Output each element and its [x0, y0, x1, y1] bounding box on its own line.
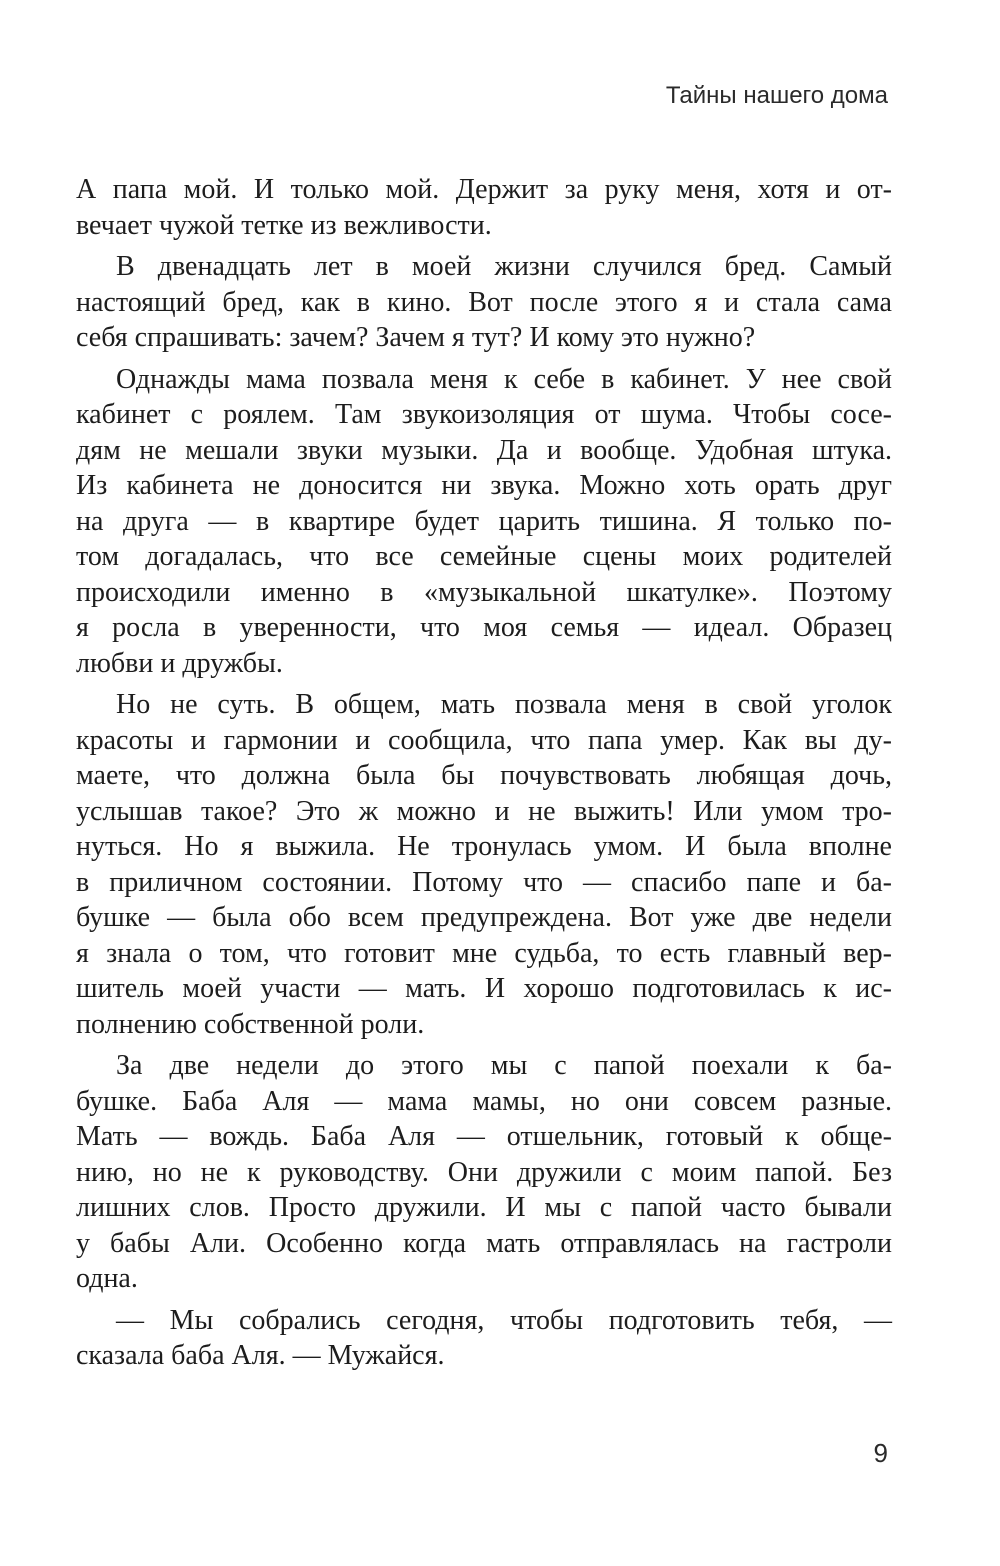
text-line: себя спрашивать: зачем? Зачем я тут? И кому это нужно?: [76, 322, 756, 353]
text-line: происходили именно в «музыкальной шкатулке». Поэтому: [76, 576, 892, 608]
text-line: Мать — вождь. Баба Аля — отшельник, готовый к обще-: [76, 1121, 892, 1152]
text-line: А папа мой. И только мой. Держит за руку меня, хотя и от-: [76, 174, 892, 205]
text-line: бушке. Баба Аля — мама мамы, но они совсем разные.: [76, 1085, 892, 1117]
text-line: в приличном состоянии. Потому что — спасибо папе и ба-: [76, 866, 892, 898]
paragraph-first-line: В двенадцать лет в моей жизни случился бред. Самый: [116, 251, 892, 282]
text-line: Из кабинета не доносится ни звука. Можно хоть орать друг: [76, 470, 892, 501]
text-line: любви и дружбы.: [76, 647, 283, 679]
text-line: том догадалась, что все семейные сцены моих родителей: [76, 541, 892, 572]
body-text: [76, 172, 892, 1374]
paragraph-first-line: Но не суть. В общем, мать позвала меня в свой уголок: [116, 689, 892, 720]
text-line: у бабы Али. Особенно когда мать отправлялась на гастроли: [76, 1227, 892, 1259]
dialogue-line: сказала баба Аля. — Мужайся.: [76, 1340, 445, 1371]
text-line: шитель моей участи — мать. И хорошо подготовилась к ис-: [76, 973, 892, 1004]
text-line: маете, что должна была бы почувствовать любящая дочь,: [76, 760, 892, 791]
text-line: я знала о том, что готовит мне судьба, то есть главный вер-: [76, 937, 892, 969]
text-line: дям не мешали звуки музыки. Да и вообще. Удобная штука.: [76, 434, 892, 466]
paragraph-first-line: За две недели до этого мы с папой поехали к ба-: [116, 1050, 892, 1081]
text-line: услышав такое? Это ж можно и не выжить! Или умом тро-: [76, 795, 892, 827]
text-line: настоящий бред, как в кино. Вот после этого я и стала сама: [76, 286, 892, 318]
text-line: нию, но не к руководству. Они дружили с моим папой. Без: [76, 1156, 892, 1188]
text-line: вечает чужой тетке из вежливости.: [76, 209, 492, 241]
text-line: кабинет с роялем. Там звукоизоляция от шума. Чтобы сосе-: [76, 399, 892, 430]
running-header-title: Тайны нашего дома: [665, 82, 888, 109]
text-line: на друга — в квартире будет царить тишина. Я только по-: [76, 505, 892, 537]
text-line: бушке — была обо всем предупреждена. Вот уже две недели: [76, 902, 892, 933]
text-line: красоты и гармонии и сообщила, что папа умер. Как вы ду-: [76, 724, 892, 756]
paragraph-first-line: Однажды мама позвала меня к себе в кабинет. У нее свой: [116, 363, 892, 395]
text-line: полнению собственной роли.: [76, 1008, 425, 1040]
text-line: одна.: [76, 1263, 138, 1294]
page-number: 9: [873, 1438, 888, 1468]
text-line: я росла в уверенности, что моя семья — идеал. Образец: [76, 612, 892, 643]
dialogue-line: — Мы собрались сегодня, чтобы подготовить тебя, —: [116, 1304, 892, 1336]
text-line: нуться. Но я выжила. Не тронулась умом. И была вполне: [76, 831, 892, 862]
text-line: лишних слов. Просто дружили. И мы с папой часто бывали: [76, 1192, 892, 1223]
